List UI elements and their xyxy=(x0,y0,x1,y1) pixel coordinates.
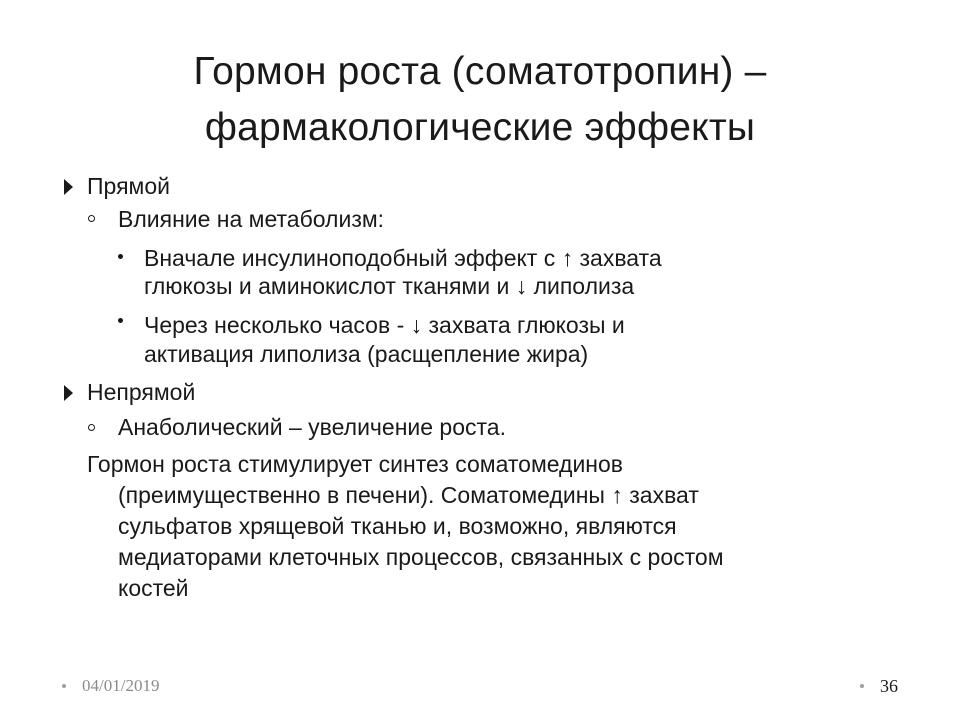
footer-dot-icon xyxy=(62,684,66,688)
bullet-metabolism: Влияние на метаболизм: xyxy=(118,206,385,232)
footer-dot-icon xyxy=(860,684,864,688)
title-line-1: Гормон роста (соматотропин) – xyxy=(193,50,767,93)
triangle-bullet-icon xyxy=(64,179,73,195)
paragraph-line-3: сульфатов хрящевой тканью и, возможно, являются xyxy=(118,513,677,539)
bullet-metabolism-item-1-line-2: глюкозы и аминокислот тканями и ↓ липолиза xyxy=(144,273,635,299)
footer-date: 04/01/2019 xyxy=(82,676,160,695)
page-number: 36 xyxy=(880,676,898,696)
bullet-metabolism-item-2-line-2: активация липолиза (расщепление жира) xyxy=(144,341,589,367)
bullet-direct: Прямой xyxy=(87,173,170,199)
paragraph-line-2: (преимущественно в печени). Соматомедины ↑ захват xyxy=(118,482,699,508)
circle-bullet-icon xyxy=(88,424,95,431)
bullet-metabolism-item-1-line-1: Вначале инсулиноподобный эффект с ↑ захвата xyxy=(144,245,662,271)
bullet-anabolic: Анаболический – увеличение роста. xyxy=(118,414,506,440)
paragraph-line-4: медиаторами клеточных процессов, связанных с ростом xyxy=(118,544,724,570)
title-line-2: фармакологические эффекты xyxy=(204,106,756,149)
paragraph-line-1: Гормон роста стимулирует синтез соматомединов xyxy=(87,451,624,477)
paragraph-line-5: костей xyxy=(118,575,189,601)
dot-bullet-icon xyxy=(118,318,123,323)
circle-bullet-icon xyxy=(88,215,95,222)
bullet-metabolism-item-2-line-1: Через несколько часов - ↓ захвата глюкозы и xyxy=(144,312,625,338)
bullet-indirect: Непрямой xyxy=(87,379,196,405)
triangle-bullet-icon xyxy=(64,385,73,401)
dot-bullet-icon xyxy=(118,254,123,259)
